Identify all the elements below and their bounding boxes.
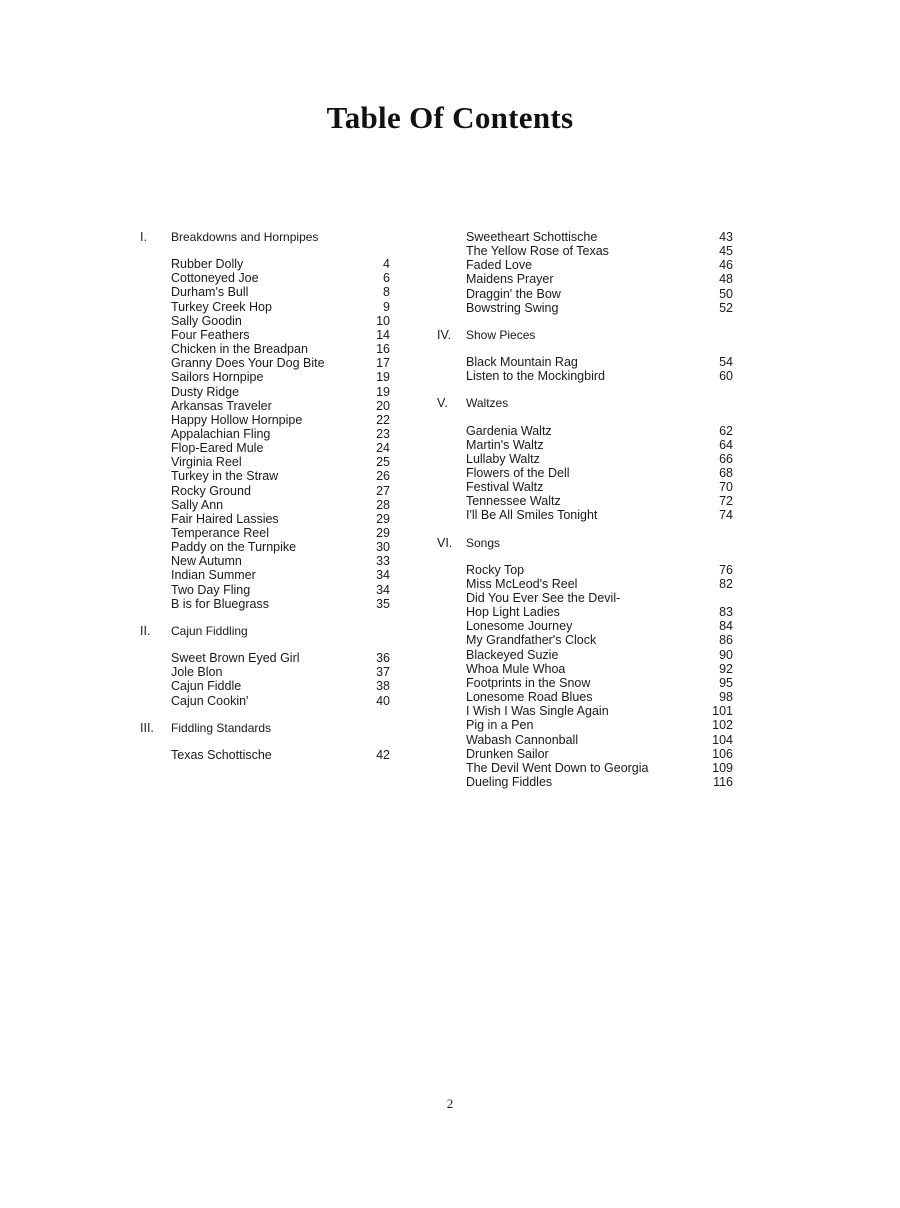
entry-page-number: 64 [719,437,733,452]
entry-title: Chicken in the Breadpan [171,342,308,357]
toc-entry [0,662,760,677]
entry-page-number: 62 [719,423,733,438]
entry-title: Cottoneyed Joe [171,271,259,286]
entry-page-number: 17 [376,356,390,371]
entry-title: Festival Waltz [466,480,544,495]
entry-title: Black Mountain Rag [466,355,578,370]
toc-entry [0,747,760,762]
entry-page-number: 29 [376,526,390,540]
toc-entry [0,466,760,481]
section-numeral: I. [140,230,147,244]
entry-title: Bowstring Swing [466,300,559,315]
entry-page-number: 26 [376,469,390,484]
toc-entry [0,690,760,705]
entry-page-number: 70 [719,480,733,495]
entry-page-number: 4 [383,257,390,272]
entry-page-number: 37 [376,665,390,680]
entry-title: Whoa Mule Whoa [466,661,566,676]
toc-entry [0,230,760,245]
entry-title: Lonesome Road Blues [466,690,593,705]
entry-page-number: 92 [719,661,733,676]
entry-title: Gardenia Waltz [466,423,552,438]
entry-title: Arkansas Traveler [171,398,272,413]
entry-page-number: 34 [376,582,390,597]
page-title: Table Of Contents [326,100,574,135]
entry-page-number: 8 [383,285,390,300]
entry-page-number: 10 [376,313,390,328]
entry-page-number: 42 [376,747,390,762]
entry-page-number: 90 [719,647,733,662]
entry-page-number: 25 [376,455,390,470]
entry-title: Temperance Reel [171,526,269,540]
entry-page-number: 20 [376,398,390,413]
entry-title: Miss McLeod's Reel [466,576,578,591]
entry-page-number: 28 [376,497,390,512]
entry-title: New Autumn [171,554,242,569]
entry-page-number: 24 [376,441,390,456]
entry-title: The Devil Went Down to Georgia [466,760,649,775]
entry-page-number: 36 [376,651,390,666]
entry-title: Rubber Dolly [171,257,244,272]
entry-title: Flowers of the Dell [466,465,570,480]
entry-page-number: 82 [719,576,733,591]
toc-entry [0,591,760,606]
entry-page-number: 33 [376,554,390,569]
entry-title: Indian Summer [171,568,256,583]
entry-title: Hop Light Ladies [466,605,560,620]
entry-title: Rocky Top [466,562,525,577]
section-title: Cajun Fiddling [171,623,248,638]
entry-page-number: 14 [376,327,390,342]
entry-page-number: 30 [376,540,390,555]
entry-title: Listen to the Mockingbird [466,369,605,384]
entry-page-number: 52 [719,300,733,315]
toc-entry [0,314,420,329]
toc-entry [0,605,760,620]
entry-title: Happy Hollow Hornpipe [171,412,303,427]
entry-title: Virginia Reel [171,455,242,470]
section-numeral: III. [140,720,154,735]
entry-page-number: 102 [712,718,733,733]
entry-page-number: 35 [376,596,390,611]
section-title: Breakdowns and Hornpipes [171,230,319,244]
toc-entry [0,619,760,634]
entry-title: Sweet Brown Eyed Girl [171,651,300,666]
entry-title: Dueling Fiddles [466,774,553,789]
toc-entry [0,508,760,523]
entry-title: Sally Ann [171,497,224,512]
entry-page-number: 29 [376,511,390,526]
entry-page-number: 104 [712,732,733,747]
toc-entry [0,733,760,748]
section-numeral: IV. [437,327,452,342]
entry-title: Durham's Bull [171,285,249,300]
entry-page-number: 23 [376,426,390,441]
toc-entry [0,438,760,453]
toc-entry [0,761,760,776]
entry-title: Turkey Creek Hop [171,299,272,314]
toc-entry [0,648,760,663]
entry-title: Pig in a Pen [466,718,534,733]
entry-title: Footprints in the Snow [466,675,591,690]
entry-title: Martin's Waltz [466,437,544,452]
entry-title: Sally Goodin [171,313,242,328]
toc-entry [0,301,760,316]
toc-section-heading [0,536,760,551]
entry-page-number: 19 [376,370,390,385]
section-title: Waltzes [466,396,509,411]
section-title: Fiddling Standards [171,720,272,735]
toc-entry [0,424,760,439]
entry-title: Tennessee Waltz [466,494,561,509]
section-title: Songs [466,535,501,550]
toc-entry [0,563,760,578]
entry-title: Texas Schottische [171,747,272,762]
toc-entry [0,244,760,259]
entry-page-number: 116 [713,774,733,789]
entry-title: Flop-Eared Mule [171,441,264,456]
entry-title: Lullaby Waltz [466,451,540,466]
entry-title: Maidens Prayer [466,272,554,287]
entry-page-number: 16 [376,342,390,357]
entry-title: Did You Ever See the Devil- [466,591,621,605]
toc-section-heading [0,396,760,411]
entry-title: Drunken Sailor [466,746,549,761]
section-numeral: V. [437,396,448,411]
entry-page-number: 98 [719,690,733,705]
entry-page-number: 22 [376,412,390,427]
entry-title: Turkey in the Straw [171,469,279,484]
entry-title: Lonesome Journey [466,619,573,634]
entry-title: Dusty Ridge [171,384,240,399]
toc-entry [0,494,760,509]
entry-page-number: 72 [719,494,733,509]
entry-page-number: 45 [719,244,733,259]
entry-title: Fair Haired Lassies [171,511,279,526]
entry-title: B is for Bluegrass [171,596,269,611]
section-numeral: II. [140,623,151,638]
toc-entry [0,369,760,384]
entry-title: My Grandfather's Clock [466,633,597,648]
entry-page-number: 27 [376,483,390,498]
entry-page-number: 60 [719,369,733,384]
entry-page-number: 74 [719,508,733,523]
entry-page-number: 106 [712,746,733,761]
toc-entry [0,676,760,691]
section-title: Show Pieces [466,327,536,342]
page-number: 2 [446,1096,454,1111]
entry-page-number: 86 [719,633,733,648]
entry-page-number: 101 [712,704,733,719]
entry-title: I Wish I Was Single Again [466,704,609,719]
entry-page-number: 46 [719,258,733,273]
entry-title: Granny Does Your Dog Bite [171,356,325,371]
entry-page-number: 48 [719,272,733,287]
section-numeral: VI. [437,535,453,550]
entry-page-number: 43 [719,230,733,244]
entry-title: Four Feathers [171,327,250,342]
entry-page-number: 95 [719,675,733,690]
entry-page-number: 50 [719,286,733,301]
toc-entry [0,258,760,273]
entry-page-number: 19 [376,384,390,399]
toc-entry [0,452,760,467]
entry-title: Rocky Ground [171,483,251,498]
entry-page-number: 34 [376,568,390,583]
entry-page-number: 40 [376,693,390,708]
toc-entry [0,633,760,648]
entry-title: Wabash Cannonball [466,732,579,747]
entry-page-number: 6 [383,271,390,286]
toc-entry [0,775,760,790]
toc-section-heading [0,328,760,343]
entry-title: Faded Love [466,258,533,273]
entry-title: Cajun Cookin' [171,693,249,708]
entry-page-number: 54 [719,355,733,370]
entry-page-number: 109 [712,760,733,775]
entry-title: Blackeyed Suzie [466,647,559,662]
entry-title: Jole Blon [171,665,223,680]
entry-page-number: 84 [719,619,733,634]
entry-title: Appalachian Fling [171,426,271,441]
toc-entry [0,704,760,719]
entry-title: Sweetheart Schottische [466,230,598,244]
entry-title: Cajun Fiddle [171,679,242,694]
entry-page-number: 66 [719,451,733,466]
entry-title: The Yellow Rose of Texas [466,244,609,259]
entry-page-number: 83 [719,605,733,620]
entry-title: Paddy on the Turnpike [171,540,297,555]
entry-title: Draggin' the Bow [466,286,561,301]
entry-page-number: 38 [376,679,390,694]
toc-entry [0,480,760,495]
toc-entry [0,718,760,733]
toc-entry [0,355,760,370]
toc-entry [0,272,760,287]
toc-entry [0,287,760,302]
entry-title: Two Day Fling [171,582,251,597]
entry-page-number: 76 [719,562,733,577]
entry-title: Sailors Hornpipe [171,370,264,385]
entry-page-number: 68 [719,465,733,480]
entry-title: I'll Be All Smiles Tonight [466,508,598,523]
entry-page-number: 9 [383,299,390,314]
toc-entry [0,577,760,592]
